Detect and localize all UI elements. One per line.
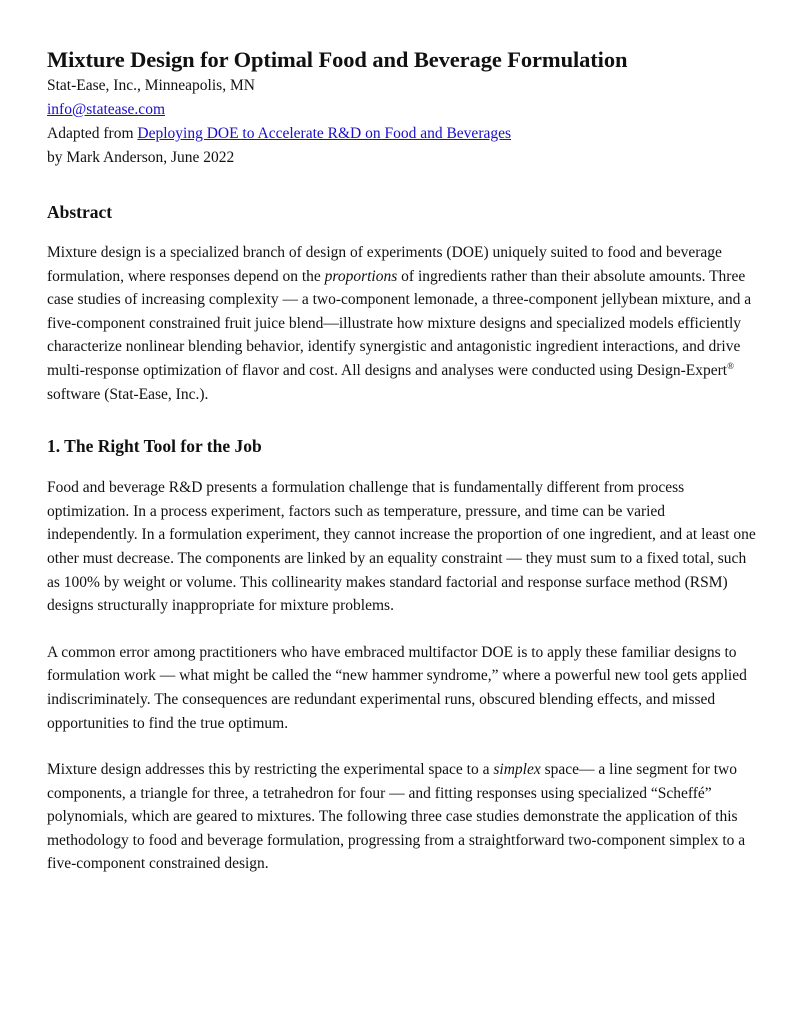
abstract-paragraph [47, 241, 759, 406]
para3-text-1: Mixture design addresses this by restricting the experimental space to a [47, 761, 494, 779]
byline: by Mark Anderson, June 2022 [47, 149, 235, 166]
section-1-paragraph-2: A common error among practitioners who have embraced multifactor DOE is to apply these familiar designs to formulation work — what might be called the “new hammer syndrome,” where a powerful new tool gets applied indiscriminately. The consequences are redundant experimental runs, obscured blending effects, and missed opportunities to find the true optimum. [47, 643, 747, 732]
email-link[interactable]: info@statease.com [47, 101, 165, 118]
document-page [47, 46, 759, 876]
abstract-heading: Abstract [47, 202, 113, 222]
paper-title: Mixture Design for Optimal Food and Beverage Formulation [47, 47, 628, 72]
section-1-heading: 1. The Right Tool for the Job [47, 436, 262, 457]
email-line [47, 98, 759, 122]
abstract-italic: proportions [324, 267, 398, 285]
paper-metadata [47, 74, 759, 170]
abstract-text-1: Mixture design is a specialized branch of design of experiments (DOE) uniquely suited to food and beverage formulation, where responses depend on the [47, 244, 722, 285]
abstract-text-3: software (Stat-Ease, Inc.). [47, 385, 209, 403]
para3-italic: simplex [493, 761, 541, 779]
abstract-text-2: of ingredients rather than their absolute amounts. Three case studies of increasing complexity — a two-component lemonade, a three-component jellybean mixture, and a five-component constrained fruit juice blend—illustrate how mixture designs and specialized models efficiently characterize nonlinear blending behavior, identify synergistic and antagonistic ingredient interactions, and drive multi-response optimization of flavor and cost. All designs and analyses were conducted using Design-Expert [47, 267, 752, 379]
source-article-link[interactable]: Deploying DOE to Accelerate R&D on Food and Beverages [137, 125, 512, 142]
registered-mark: ® [727, 360, 734, 371]
para3-text-2: space— a line segment for two components, a triangle for three, a tetrahedron for four — and fitting responses using specialized “Scheffé” polynomials, which are geared to mixtures. The following three case studies demonstrate the application of this methodology to food and beverage formulation, progressing from a straightforward two-component simplex to a five-component constrained design. [47, 761, 746, 873]
section-1-paragraph-3 [47, 758, 759, 876]
affiliation: Stat-Ease, Inc., Minneapolis, MN [47, 77, 255, 94]
adapted-from-line [47, 122, 759, 146]
adapted-prefix: Adapted from [47, 125, 138, 142]
section-1-paragraph-1: Food and beverage R&D presents a formulation challenge that is fundamentally different from process optimization. In a process experiment, factors such as temperature, pressure, and time can be varied independently. In a formulation experiment, they cannot increase the proportion of one ingredient, and at least one other must decrease. The components are linked by an equality constraint — they must sum to a fixed total, such as 100% by weight or volume. This collinearity makes standard factorial and response surface method (RSM) designs structurally inappropriate for mixture problems. [47, 479, 756, 615]
